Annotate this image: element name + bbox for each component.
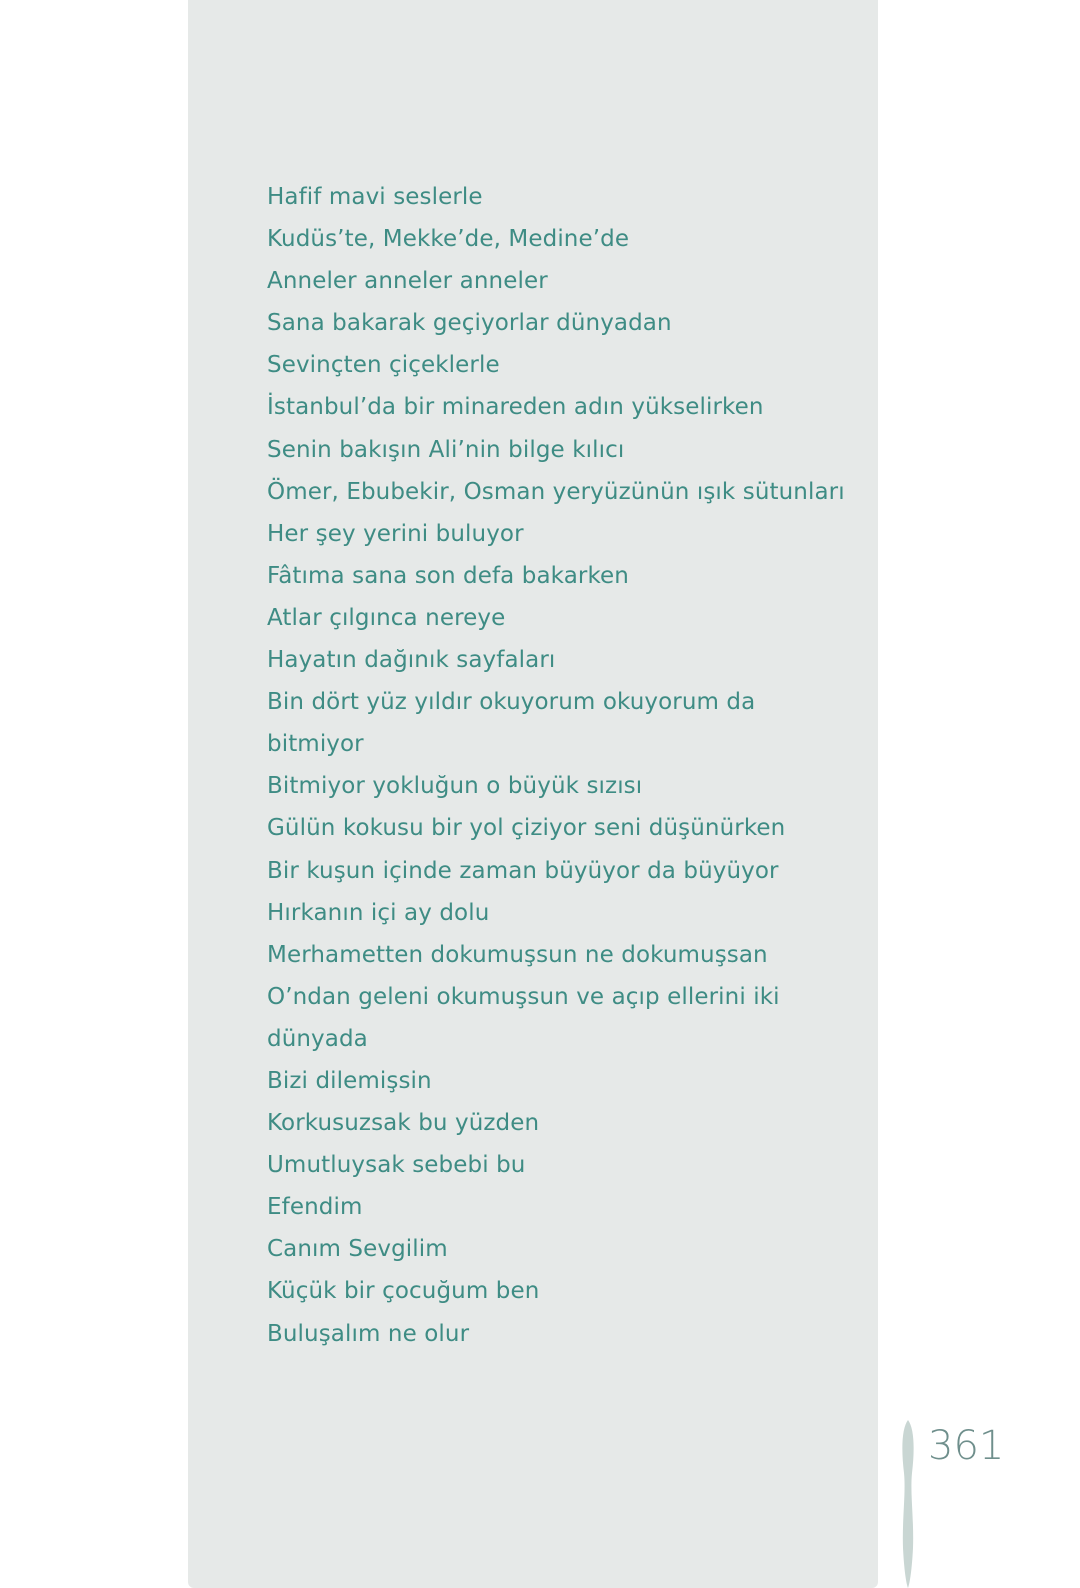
poem-line: Hırkanın içi ay dolu	[267, 899, 490, 926]
poem-line: Hafif mavi seslerle	[267, 184, 483, 210]
poem-line: Küçük bir çocuğum ben	[267, 1278, 540, 1305]
poem-line: Umutluysak sebebi bu	[267, 1152, 526, 1179]
poem-line: dünyada	[267, 1025, 368, 1052]
poem-line: Kudüs’te, Mekke’de, Medine’de	[267, 226, 630, 253]
poem-line: Sevinçten çiçeklerle	[267, 352, 500, 379]
page-ornament-icon	[896, 1418, 920, 1588]
poem-line: Fâtıma sana son defa bakarken	[267, 562, 629, 589]
poem-line: Hayatın dağınık sayfaları	[267, 647, 556, 674]
poem-line: İstanbul’da bir minareden adın yükselirken	[267, 394, 764, 421]
poem-line: Gülün kokusu bir yol çiziyor seni düşünürken	[267, 815, 786, 842]
poem-line: Sana bakarak geçiyorlar dünyadan	[267, 310, 672, 337]
poem-line: Bizi dilemişsin	[267, 1067, 432, 1094]
poem-line: bitmiyor	[267, 731, 364, 758]
poem-line: Atlar çılgınca nereye	[267, 604, 506, 631]
poem-line: Anneler anneler anneler	[267, 268, 548, 295]
poem-line: Canım Sevgilim	[267, 1236, 448, 1263]
poem-line: Ömer, Ebubekir, Osman yeryüzünün ışık sütunları	[267, 478, 845, 505]
poem-line: Efendim	[267, 1194, 363, 1221]
poem-line: Senin bakışın Ali’nin bilge kılıcı	[267, 436, 625, 463]
poem-text	[267, 176, 847, 1355]
poem-line: Bitmiyor yokluğun o büyük sızısı	[267, 773, 643, 800]
poem-line: Bin dört yüz yıldır okuyorum okuyorum da	[267, 689, 756, 716]
poem-line: Buluşalım ne olur	[267, 1320, 470, 1347]
poem-line: O’ndan geleni okumuşsun ve açıp ellerini iki	[267, 983, 780, 1010]
page-number: 361	[928, 1423, 1005, 1469]
poem-line: Korkusuzsak bu yüzden	[267, 1110, 540, 1137]
poem-line: Merhametten dokumuşsun ne dokumuşsan	[267, 941, 768, 968]
poem-line: Bir kuşun içinde zaman büyüyor da büyüyor	[267, 857, 779, 884]
poem-line: Her şey yerini buluyor	[267, 520, 524, 547]
